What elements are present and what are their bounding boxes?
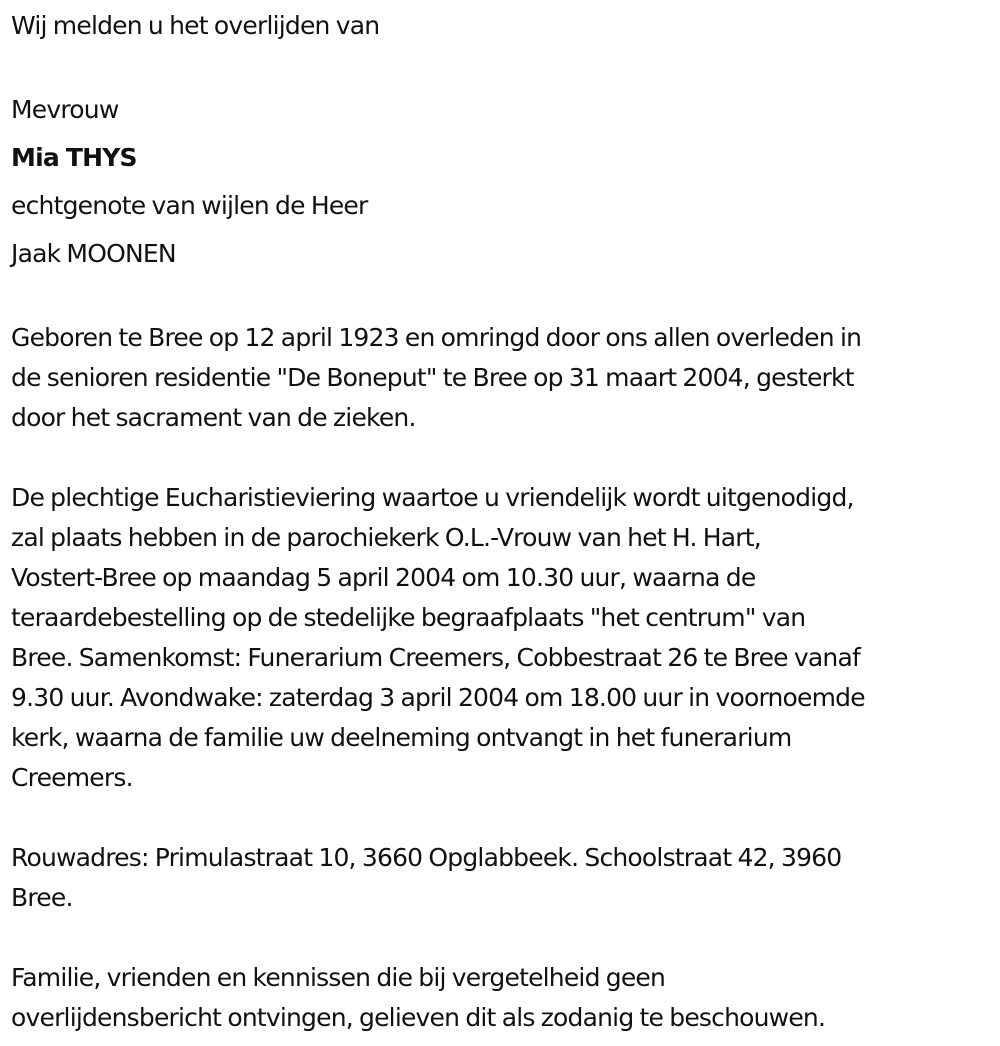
spacer [11, 278, 995, 318]
paragraph-line: Vostert-Bree op maandag 5 april 2004 om 10.30 uur, waarna de [11, 563, 756, 592]
paragraph-line: overlijdensbericht ontvingen, gelieven dit als zodanig te beschouwen. [11, 1003, 826, 1032]
paragraph-line: Creemers. [11, 763, 133, 792]
ceremony-paragraph [11, 478, 995, 798]
relation-text: echtgenote van wijlen de Heer [11, 191, 368, 220]
closing-paragraph [11, 958, 995, 1038]
paragraph-line: 9.30 uur. Avondwake: zaterdag 3 april 2004 om 18.00 uur in voornoemde [11, 683, 865, 712]
intro-text: Wij melden u het overlijden van [11, 11, 380, 40]
deceased-name-block [11, 86, 995, 278]
paragraph-line: door het sacrament van de zieken. [11, 403, 416, 432]
birth-death-paragraph [11, 318, 995, 438]
address-paragraph [11, 838, 995, 918]
paragraph-line: teraardebestelling op de stedelijke begraafplaats "het centrum" van [11, 603, 806, 632]
deceased-name: Mia THYS [11, 143, 137, 172]
spacer [11, 798, 995, 838]
paragraph-line: kerk, waarna de familie uw deelneming ontvangt in het funerarium [11, 723, 792, 752]
honorific: Mevrouw [11, 95, 119, 124]
spacer [11, 46, 995, 86]
spacer [11, 438, 995, 478]
paragraph-line: zal plaats hebben in de parochiekerk O.L.-Vrouw van het H. Hart, [11, 523, 761, 552]
obituary-document [11, 6, 995, 1038]
paragraph-line: Bree. Samenkomst: Funerarium Creemers, Cobbestraat 26 te Bree vanaf [11, 643, 860, 672]
paragraph-line: Bree. [11, 883, 73, 912]
paragraph-line: Familie, vrienden en kennissen die bij vergetelheid geen [11, 963, 666, 992]
paragraph-line: Geboren te Bree op 12 april 1923 en omringd door ons allen overleden in [11, 323, 862, 352]
paragraph-line: Rouwadres: Primulastraat 10, 3660 Opglabbeek. Schoolstraat 42, 3960 [11, 843, 842, 872]
spouse-name: Jaak MOONEN [11, 239, 176, 268]
spacer [11, 918, 995, 958]
paragraph-line: De plechtige Eucharistieviering waartoe u vriendelijk wordt uitgenodigd, [11, 483, 854, 512]
paragraph-line: de senioren residentie "De Boneput" te Bree op 31 maart 2004, gesterkt [11, 363, 854, 392]
